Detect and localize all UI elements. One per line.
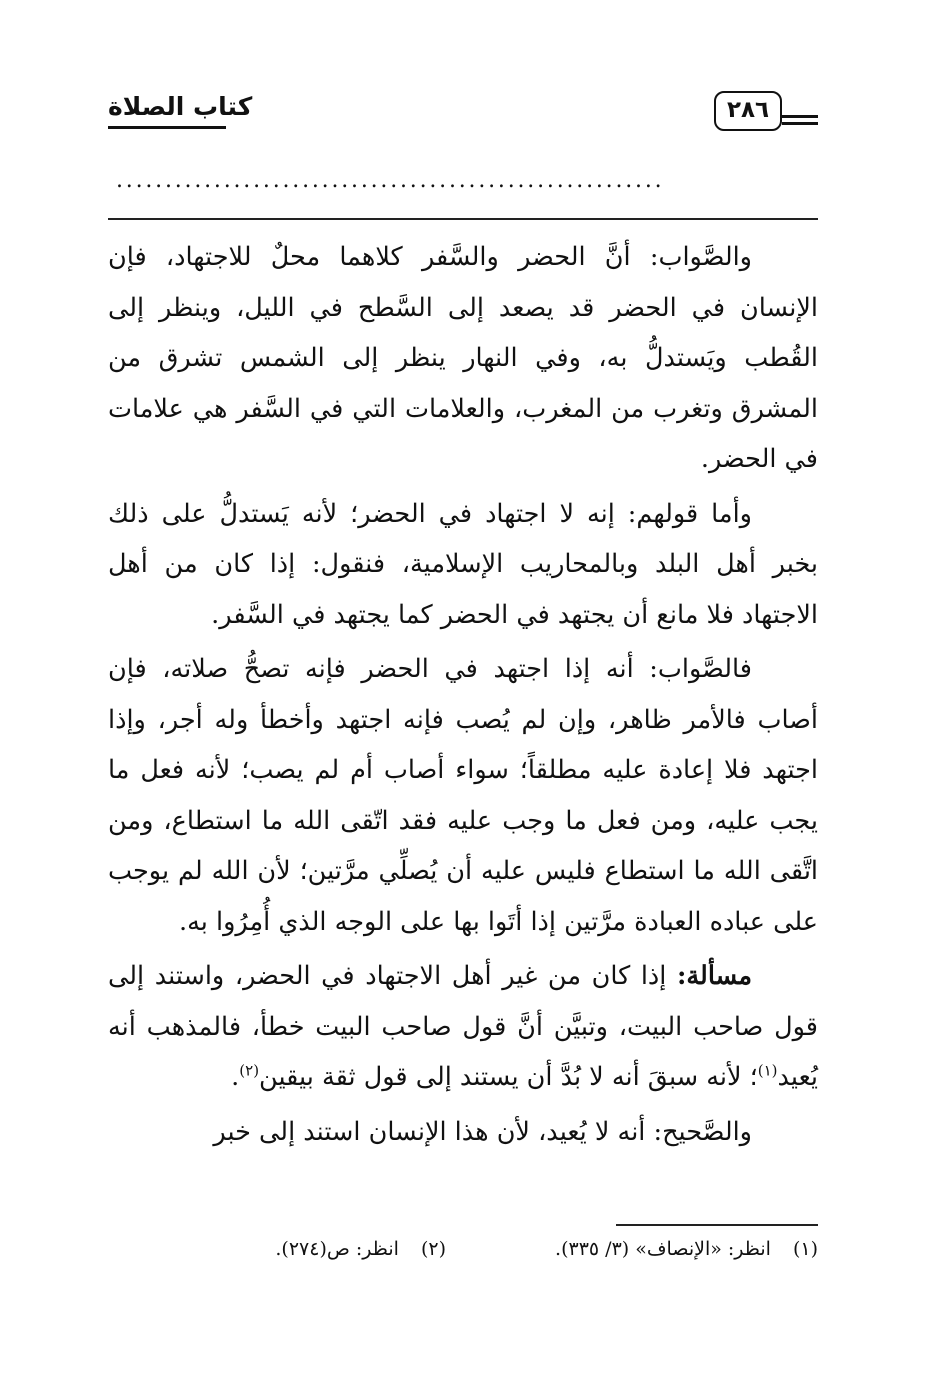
footnote	[555, 1238, 818, 1266]
footnote-number: (٢)	[420, 1238, 446, 1260]
dotted-separator: ........................................................	[116, 168, 665, 192]
footnote-number: (١)	[792, 1238, 818, 1260]
section-rule	[108, 218, 818, 220]
book-title: كتاب الصلاة	[108, 92, 253, 121]
page-number: ٢٨٦	[714, 91, 782, 131]
footnote-text: انظر: «الإنصاف» (٣/ ٣٣٥).	[555, 1238, 771, 1260]
paragraph: والصَّحيح: أنه لا يُعيد، لأن هذا الإنسان استند إلى خبر	[213, 1116, 752, 1147]
paragraph: فالصَّواب: أنه إذا اجتهد في الحضر فإنه تصحُّ صلاته، فإن أصاب فالأمر ظاهر، وإن لم يُصب فإنه اجتهد وأخطأ وله أجر، وإذا اجتهد فلا إعادة عليه مطلقاً؛ سواء أصاب أم لم يصب؛ لأنه فعل ما يجب عليه، ومن فعل ما وجب عليه فقد اتّقى الله ما استطاع، ومن اتَّقى الله ما استطاع فليس عليه أن يُصلِّي مرَّتين؛ لأن الله لم يوجب على عباده العبادة مرَّتين إذا أتَوا بها على الوجه الذي أُمِرُوا به.	[108, 654, 818, 937]
footnote-text: انظر: ص(٢٧٤).	[275, 1238, 399, 1260]
paragraph: والصَّواب: أنَّ الحضر والسَّفر كلاهما محلٌ للاجتهاد، فإن الإنسان في الحضر قد يصعد إلى السَّطح في الليل، وينظر إلى القُطب ويَستدلُّ به، وفي النهار ينظر إلى الشمس تشرق من المشرق وتغرب من المغرب، والعلامات التي في السَّفر هي علامات في الحضر.	[108, 242, 818, 474]
book-page	[108, 0, 818, 1387]
issue-label: مسألة:	[676, 961, 752, 991]
footnote	[275, 1238, 446, 1266]
footnote-ref[interactable]: (١)	[757, 1061, 778, 1080]
paragraph-text: ؛ لأنه سبقَ أنه لا بُدَّ أن يستند إلى قول ثقة بيقين	[259, 1062, 758, 1092]
paragraph-text: إذا كان من غير أهل الاجتهاد في الحضر، واستند إلى قول صاحب البيت، وتبيَّن أنَّ قول صاحب البيت خطأ، فالمذهب أنه يُعيد	[108, 961, 818, 1092]
title-underline	[108, 126, 226, 129]
header-rule	[782, 122, 818, 125]
paragraph	[108, 951, 818, 1103]
paragraph-text: .	[231, 1062, 240, 1092]
footnote-ref[interactable]: (٢)	[239, 1061, 260, 1080]
paragraph: وأما قولهم: إنه لا اجتهاد في الحضر؛ لأنه يَستدلُّ على ذلك بخبر أهل البلد وبالمحاريب الإسلامية، فنقول: إذا كان من أهل الاجتهاد فلا مانع أن يجتهد في الحضر كما يجتهد في السَّفر.	[108, 498, 818, 630]
header-rule	[782, 115, 818, 118]
page-header	[108, 88, 818, 138]
footnote-rule	[616, 1224, 818, 1226]
main-text	[108, 232, 818, 1161]
